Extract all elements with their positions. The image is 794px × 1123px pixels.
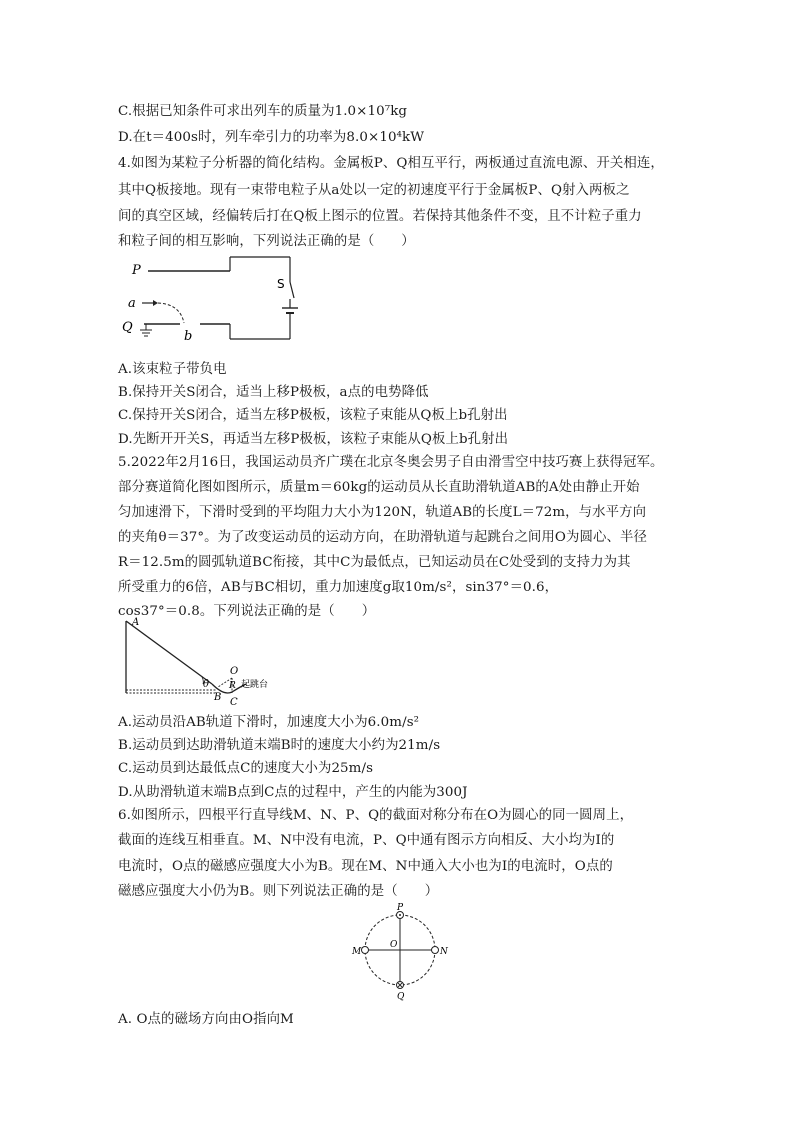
q4-stem-line-4: 和粒子间的相互影响，下列说法正确的是（ ） [118,234,415,249]
q6-stem-line-2: 截面的连线互相垂直。M、N中没有电流，P、Q中通有图示方向相反、大小均为I的 [118,833,615,848]
q5-stem-line-2: 部分赛道简化图如图所示，质量m＝60kg的运动员从长直助滑轨道AB的A处由静止开始 [118,480,640,495]
label-b: b [184,329,193,344]
q5-stem-line-4: 的夹角θ＝37°。为了改变运动员的运动方向，在助滑轨道与起跳台之间用O为圆心、半径 [118,530,647,545]
label-n: N [440,947,448,957]
label-q: Q [122,320,133,335]
label-p: P [132,263,141,278]
q5-stem-line-5: R＝12.5m的圆弧轨道BC衔接，其中C为最低点，已知运动员在C处受到的支持力为其 [118,555,631,570]
label-p: P [397,903,404,913]
q5-option-d: D.从助滑轨道末端B点到C点的过程中，产生的内能为300J [118,785,468,800]
q6-stem-line-1: 6.如图所示，四根平行直导线M、N、P、Q的截面对称分布在O为圆心的同一圆周上， [118,808,634,823]
q4-stem-line-1: 4.如图为某粒子分析器的简化结构。金属板P、Q相互平行，两板通过直流电源、开关相连， [118,156,664,171]
q4-option-d: D.先断开开关S，再适当左移P极板，该粒子束能从Q板上b孔射出 [118,432,509,447]
q4-stem-line-3: 间的真空区域，经偏转后打在Q板上图示的位置。若保持其他条件不变，且不计粒子重力 [118,209,642,224]
q5-option-c: C.运动员到达最低点C的速度大小为25m/s [118,761,374,776]
label-c: C [230,697,238,706]
label-q: Q [397,992,405,1002]
q5-stem-line-7: cos37°＝0.8。下列说法正确的是（ ） [118,604,376,619]
q4-stem-line-2: 其中Q板接地。现有一束带电粒子从a处以一定的初速度平行于金属板P、Q射入两板之 [118,183,630,198]
q5-option-b: B.运动员到达助滑轨道末端B时的速度大小约为21m/s [118,738,441,753]
label-o: O [390,940,398,950]
q3-option-c: C.根据已知条件可求出列车的质量为1.0×10⁷kg [118,104,408,119]
q6-stem-line-4: 磁感应强度大小仍为B。则下列说法正确的是（ ） [118,884,439,899]
label-jump-platform: 起跳台 [241,680,269,690]
q6-option-a: A. O点的磁场方向由O指向M [118,1012,294,1027]
q4-option-b: B.保持开关S闭合，适当上移P极板，a点的电势降低 [118,385,429,400]
q3-option-d: D.在t＝400s时，列车牵引力的功率为8.0×10⁴kW [118,130,425,145]
q6-stem-line-3: 电流时，O点的磁感应强度大小为B。现在M、N中通入大小也为I的电流时，O点的 [118,859,613,874]
q5-stem-line-3: 匀加速滑下，下滑时受到的平均阻力大小为120N，轨道AB的长度L＝72m，与水平方向 [118,505,647,520]
q4-figure-particle-analyzer [118,252,318,352]
label-m: M [352,947,362,957]
q4-option-c: C.保持开关S闭合，适当左移P极板，该粒子束能从Q板上b孔射出 [118,408,508,423]
label-a: a [128,296,136,311]
label-r: R [229,681,236,691]
label-b: B [214,692,222,703]
label-s: S [277,277,285,291]
label-o: O [230,666,239,677]
q5-figure-ski-track [118,614,288,706]
q5-stem-line-6: 所受重力的6倍，AB与BC相切，重力加速度g取10m/s²，sin37°＝0.6， [118,580,559,595]
q4-option-a: A.该束粒子带负电 [118,362,227,377]
label-a: A [132,617,140,628]
q5-option-a: A.运动员沿AB轨道下滑时，加速度大小为6.0m/s² [118,715,420,730]
label-theta: θ [203,679,210,690]
q5-stem-line-1: 5.2022年2月16日，我国运动员齐广璞在北京冬奥会男子自由滑雪空中技巧赛上获得冠军。 [118,455,664,470]
q6-figure-wires-circle [340,900,450,1005]
